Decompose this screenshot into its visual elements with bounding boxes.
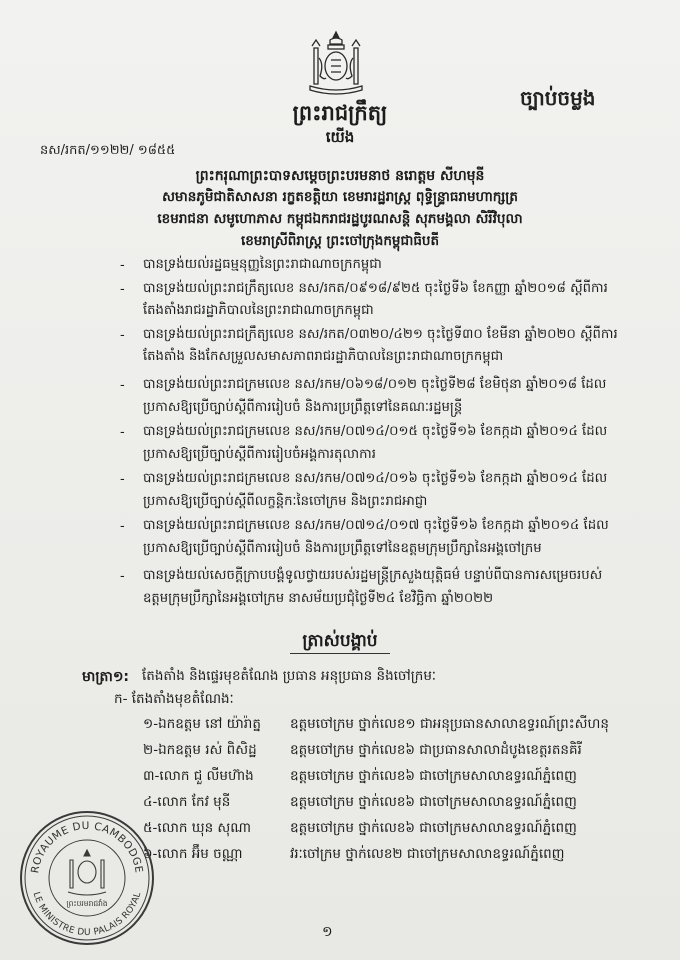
- list-bullet: -: [120, 282, 125, 297]
- appointee-position: ឧត្តមចៅក្រម ថ្នាក់លេខ៦ ជាចៅក្រមសាលាឧទ្ធរណ៍ភ្នំពេញ: [290, 820, 577, 836]
- consideration-line: បានទ្រង់យល់សេចក្តីក្រាបបង្គំទូលថ្វាយរបស់រដ្ឋមន្ត្រីក្រសួងយុត្តិធម៌ បន្ទាប់ពីបានការសម្រេចរបស់: [143, 568, 603, 583]
- appointee-position: ឧត្តមចៅក្រម ថ្នាក់លេខ៦ ជាចៅក្រមសាលាឧទ្ធរណ៍ភ្នំពេញ: [290, 768, 577, 784]
- appointee-name: ៥-លោក ឃុន សុណា: [143, 820, 252, 836]
- list-bullet: -: [120, 258, 125, 273]
- consideration-line: បានទ្រង់យល់ព្រះរាជក្រមលេខ នស/រកម/០៧១៤/០១៧ ចុះថ្ងៃទី១៦ ខែកក្កដា ឆ្នាំ២០១៤ ដែល: [143, 518, 609, 533]
- seal-emblem-icon: [68, 850, 106, 895]
- seal-bottom-text: LE MINISTRE DU PALAIS ROYAL: [30, 890, 144, 939]
- list-bullet: -: [120, 425, 125, 440]
- appointee-name: ៤-លោក កែវ មុនី: [143, 794, 231, 810]
- appointee-name: ២-ឯកឧត្តម រស់ ពិសិដ្ឋ: [143, 742, 257, 758]
- appointee-name: ៣-លោក ជួ លីមហ៊ាង: [143, 768, 254, 784]
- intro-line: ខេមរាជនា សមូហោភាស កម្ពុជឯករាជរដ្ឋបូរណសន្តិ សុភមង្គលា សិរីវិបុលា: [157, 211, 523, 227]
- article-sublabel: ក- តែងតាំងមុខតំណែងៈ: [114, 691, 234, 707]
- intro-line: ព្រះករុណាព្រះបាទសម្តេចព្រះបរមនាថ នរោត្តម សីហមុនី: [195, 168, 485, 184]
- consideration-line: បានទ្រង់យល់ព្រះរាជក្រឹត្យលេខ នស/រកត/០៩១៨/៩២៥ ចុះថ្ងៃទី៦ ខែកញ្ញា ឆ្នាំ២០១៨ ស្តីពីការ: [143, 281, 608, 296]
- consideration-line: បានទ្រង់យល់ព្រះរាជក្រមលេខ នស/រកម/០៧១៤/០១៦ ចុះថ្ងៃទី១៦ ខែកក្កដា ឆ្នាំ២០១៤ ដែល: [143, 471, 608, 486]
- article-label: មាត្រា១:: [82, 669, 130, 685]
- seal-inner-text: ព្រះបរមរាជវាំង: [66, 899, 108, 908]
- section-title: ត្រាស់បង្គាប់: [302, 631, 378, 651]
- appointee-name: ១-ឯកឧត្តម នៅ យ៉ារ៉ាត្ន: [143, 716, 261, 732]
- consideration-line: បានទ្រង់យល់ព្រះរាជក្រមលេខ នស/រកម/០៧១៤/០១៥ ចុះថ្ងៃទី១៦ ខែកក្កដា ឆ្នាំ២០១៤ ដែល: [143, 424, 608, 439]
- reference-number: នស/រកត/១១២២/ ១៨៥៥: [40, 143, 176, 158]
- royal-palace-seal: [18, 806, 156, 946]
- list-bullet: -: [120, 328, 125, 343]
- consideration-line: ប្រកាសឱ្យប្រើច្បាប់ស្តីពីការរៀបចំ និងការប្រព្រឹត្តទៅនៃឧត្តមក្រុមប្រឹក្សានៃអង្គចៅក្រម: [143, 541, 542, 556]
- intro-line: ខេមរាស្រីពិរាស្ត្រ ព្រះចៅក្រុងកម្ពុជាធិបតី: [240, 233, 440, 249]
- seal-top-text: ROYAUME DU CAMBODGE: [29, 819, 145, 875]
- intro-line: សមានភូមិជាតិសាសនា រក្ខតខត្តិយា ខេមរារដ្ឋរាស្ត្រ ពុទ្ធិន្ទ្រាធរាមហាក្សត្រ: [162, 189, 518, 205]
- royal-emblem-icon: [300, 28, 372, 98]
- consideration-line: ឧត្តមក្រុមប្រឹក្សានៃអង្គចៅក្រម នាសម័យប្រជុំថ្ងៃទី២៤ ខែវិច្ឆិកា ឆ្នាំ២០២២: [143, 591, 494, 606]
- appointee-name: ៦-លោក អ៊ឹម ចណ្ណា: [143, 846, 243, 862]
- consideration-line: ប្រកាសឱ្យប្រើច្បាប់ស្តីពីការរៀបចំអង្គការតុលាការ: [143, 447, 376, 462]
- consideration-line: បានទ្រង់យល់ព្រះរាជក្រមលេខ នស/រកម/០៦១៨/០១២ ចុះថ្ងៃទី២៨ ខែមិថុនា ឆ្នាំ២០១៨ ដែល: [143, 377, 607, 392]
- document-subtitle: យើង: [325, 128, 355, 146]
- article-text: តែងតាំង និងផ្ទេរមុខតំណែង ប្រធាន អនុប្រធាន និងចៅក្រមៈ: [142, 668, 437, 684]
- consideration-line: ប្រកាសឱ្យប្រើច្បាប់ស្តីពីលក្ខន្តិកៈនៃចៅក្រម និងព្រះរាជអាជ្ញា: [143, 494, 428, 509]
- section-underline: [290, 653, 390, 654]
- svg-text:ROYAUME DU CAMBODGE: [29, 820, 145, 874]
- document-title: ព្រះរាជក្រឹត្យ: [292, 101, 388, 125]
- list-bullet: -: [120, 378, 125, 393]
- certified-copy-label: ច្បាប់ចម្លង: [520, 86, 596, 110]
- consideration-line: តែងតាំង និងកែសម្រួលសមាសភាពរាជរដ្ឋាភិបាលនៃព្រះរាជាណាចក្រកម្ពុជា: [143, 349, 504, 364]
- list-bullet: -: [120, 569, 125, 584]
- consideration-line: បានទ្រង់យល់ព្រះរាជក្រឹត្យលេខ នស/រកត/០៣២០/៤២១ ចុះថ្ងៃទី៣០ ខែមីនា ឆ្នាំ២០២០ ស្តីពីការ: [143, 327, 618, 342]
- list-bullet: -: [120, 519, 125, 534]
- appointee-position: ឧត្តមចៅក្រម ថ្នាក់លេខ៦ ជាប្រធានសាលាដំបូងខេត្តរតនគិរី: [290, 742, 582, 758]
- consideration-line: បានទ្រង់យល់រដ្ឋធម្មនុញ្ញនៃព្រះរាជាណាចក្រកម្ពុជា: [143, 257, 382, 272]
- appointee-position: ឧត្តមចៅក្រម ថ្នាក់លេខ៦ ជាចៅក្រមសាលាឧទ្ធរណ៍ភ្នំពេញ: [290, 794, 577, 810]
- consideration-line: តែងតាំងរាជរដ្ឋាភិបាលនៃព្រះរាជាណាចក្រកម្ពុជា: [143, 303, 374, 318]
- list-bullet: -: [120, 472, 125, 487]
- appointee-position: វរៈចៅក្រម ថ្នាក់លេខ២ ជាចៅក្រមសាលាឧទ្ធរណ៍ភ្នំពេញ: [290, 846, 565, 862]
- page-number: ១: [322, 924, 333, 940]
- appointee-position: ឧត្តមចៅក្រម ថ្នាក់លេខ១ ជាអនុប្រធានសាលាឧទ្ធរណ៍ព្រះសីហនុ: [290, 716, 609, 732]
- consideration-line: ប្រកាសឱ្យប្រើច្បាប់ស្តីពីការរៀបចំ និងការប្រព្រឹត្តទៅនៃគណៈរដ្ឋមន្ត្រី: [143, 400, 463, 415]
